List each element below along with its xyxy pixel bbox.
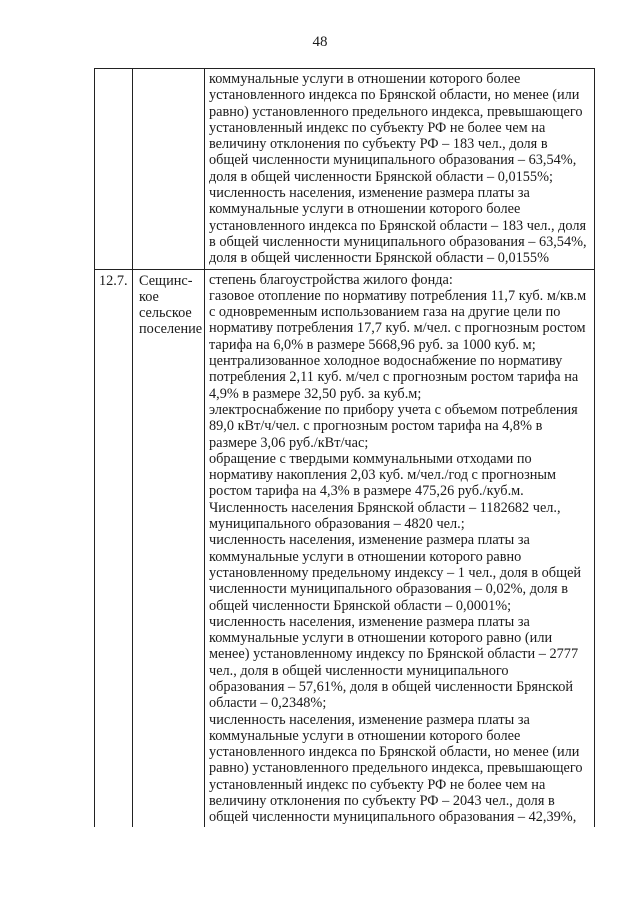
description-line: величину отклонения по субъекту РФ – 183 чел., доля в: [209, 136, 548, 153]
description-line: коммунальные услуги в отношении которого более: [209, 71, 521, 87]
description-line: численность населения, изменение размера платы за: [209, 613, 530, 630]
description-line: общей численности муниципального образования – 42,39%,: [209, 809, 577, 826]
municipality-name-cell: [133, 269, 205, 827]
description-line: менее) установленному индексу по Брянской области – 2777: [209, 646, 579, 663]
description-line: с одновременным использованием газа на другие цели по: [209, 304, 561, 321]
description-line: установленному предельному индексу – 1 чел., доля в общей: [209, 564, 582, 581]
description-line: электроснабжение по прибору учета с объемом потребления: [209, 401, 578, 418]
description-line: численность населения, изменение размера платы за: [209, 711, 530, 728]
municipality-name-cell: [133, 69, 205, 270]
description-line: общей численности муниципального образования – 63,54%,: [209, 152, 577, 169]
description-line: численность населения, изменение размера платы за: [209, 532, 530, 549]
description-line: муниципального образования – 4820 чел.;: [209, 516, 465, 533]
description-line: 89,0 кВт/ч/чел. с прогнозным ростом тарифа на 4,8% в: [209, 418, 543, 435]
description-line: ростом тарифа на 4,3% в размере 475,26 руб./куб.м.: [209, 483, 524, 500]
page-number: 48: [312, 34, 328, 50]
description-line: в общей численности муниципального образования – 63,54%,: [209, 233, 587, 250]
municipality-name-line: Сещинс-: [139, 272, 193, 289]
description-line: размере 3,06 руб./кВт/час;: [209, 434, 369, 451]
description-line: коммунальные услуги в отношении которого равно (или: [209, 630, 553, 647]
description-line: установленный индекс по субъекту РФ не более чем на: [209, 776, 546, 793]
description-line: образования – 57,61%, доля в общей численности Брянской: [209, 678, 574, 695]
description-line: установленного индекса по Брянской области, но менее (или: [209, 87, 580, 104]
description-line: равно) установленного предельного индекса, превышающего: [209, 103, 583, 120]
description-line: установленный индекс по субъекту РФ не более чем на: [209, 119, 546, 136]
description-line: тарифа на 6,0% в размере 5668,96 руб. за 1000 куб. м;: [209, 336, 536, 353]
row-number-cell: [95, 69, 133, 270]
municipality-name-line: сельское: [139, 305, 192, 322]
description-line: численности муниципального образования – 0,02%, доля в: [209, 581, 568, 598]
description-cell: [205, 269, 595, 827]
description-line: численность населения, изменение размера платы за: [209, 185, 530, 202]
description-line: величину отклонения по субъекту РФ – 2043 чел., доля в: [209, 793, 555, 810]
description-line: равно) установленного предельного индекса, превышающего: [209, 760, 583, 777]
description-line: чел., доля в общей численности муниципального: [209, 662, 509, 679]
table-row-12-7: [95, 269, 595, 827]
municipal-data-table: [94, 68, 595, 827]
description-line: коммунальные услуги в отношении которого более: [209, 201, 521, 218]
description-line: газовое отопление по нормативу потребления 11,7 куб. м/кв.м: [209, 287, 587, 304]
table-row-continuation: [95, 69, 595, 270]
description-line: коммунальные услуги в отношении которого более: [209, 727, 521, 744]
description-line: области – 0,2348%;: [209, 695, 327, 712]
description-line: коммунальные услуги в отношении которого равно: [209, 548, 522, 565]
municipality-name-line: поселение: [139, 321, 203, 338]
municipality-name-line: кое: [139, 288, 159, 305]
description-line: Численность населения Брянской области – 1182682 чел.,: [209, 499, 561, 516]
description-cell: [205, 69, 595, 270]
description-line: нормативу накопления 2,03 куб. м/чел./год с прогнозным: [209, 467, 557, 484]
description-line: обращение с твердыми коммунальными отходами по: [209, 450, 532, 467]
description-line: доля в общей численности Брянской области – 0,0155%;: [209, 168, 553, 185]
description-line: установленного индекса по Брянской области, но менее (или: [209, 744, 580, 761]
description-line: доля в общей численности Брянской области – 0,0155%: [209, 250, 549, 267]
description-line: степень благоустройства жилого фонда:: [209, 271, 453, 288]
description-line: установленного индекса по Брянской области – 183 чел., доля: [209, 217, 587, 234]
description-line: 4,9% в размере 32,50 руб. за куб.м;: [209, 385, 422, 402]
description-line: потребления 2,11 куб. м/чел с прогнозным ростом тарифа на: [209, 369, 579, 386]
row-number-cell: 12.7.: [95, 269, 133, 827]
description-line: нормативу потребления 17,7 куб. м/чел. с прогнозным ростом: [209, 320, 586, 337]
description-line: централизованное холодное водоснабжение по нормативу: [209, 353, 563, 370]
description-line: общей численности Брянской области – 0,0001%;: [209, 597, 512, 614]
